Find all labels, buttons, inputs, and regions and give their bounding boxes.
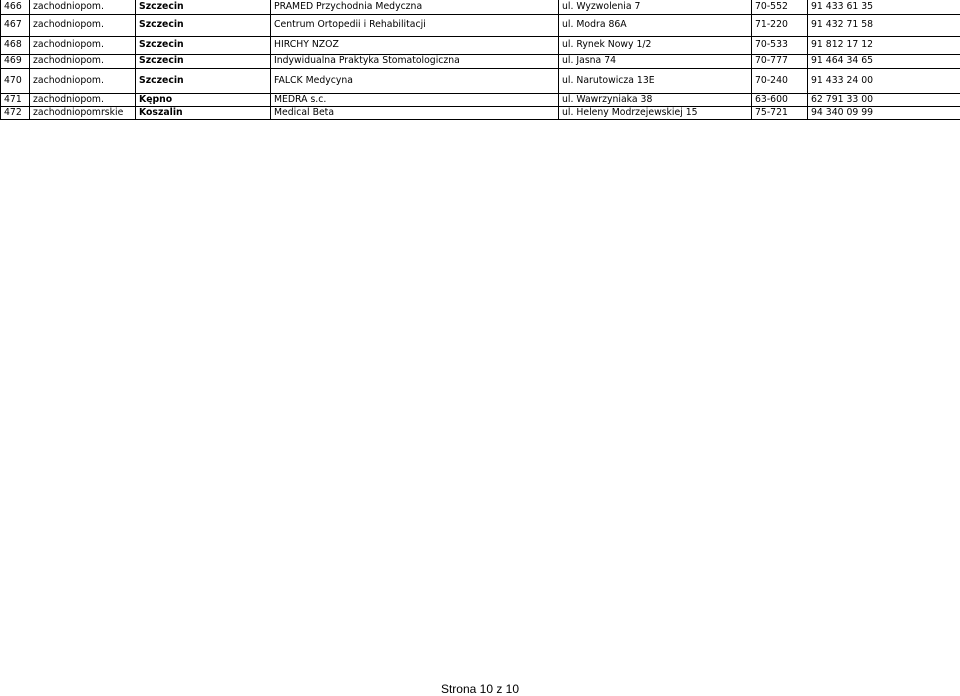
voivodeship-cell: zachodniopom. (30, 93, 136, 106)
phone-cell: 62 791 33 00 (808, 93, 960, 106)
row-number: 467 (1, 14, 30, 36)
voivodeship-cell: zachodniopom. (30, 68, 136, 93)
table-row (1, 36, 960, 54)
address-cell: ul. Rynek Nowy 1/2 (559, 36, 752, 54)
postal-code-cell: 71-220 (752, 14, 808, 36)
address-cell: ul. Narutowicza 13E (559, 68, 752, 93)
voivodeship-cell: zachodniopom. (30, 54, 136, 68)
voivodeship-cell: zachodniopomrskie (30, 106, 136, 119)
voivodeship-cell: zachodniopom. (30, 0, 136, 14)
facility-name-cell: HIRCHY NZOZ (271, 36, 559, 54)
table-row (1, 106, 960, 119)
postal-code-cell: 63-600 (752, 93, 808, 106)
address-cell: ul. Modra 86A (559, 14, 752, 36)
facility-name-cell: Centrum Ortopedii i Rehabilitacji (271, 14, 559, 36)
phone-cell: 94 340 09 99 (808, 106, 960, 119)
city-cell: Koszalin (136, 106, 271, 119)
table-row (1, 0, 960, 14)
row-number: 468 (1, 36, 30, 54)
postal-code-cell: 75-721 (752, 106, 808, 119)
city-cell: Szczecin (136, 14, 271, 36)
postal-code-cell: 70-777 (752, 54, 808, 68)
city-cell: Szczecin (136, 54, 271, 68)
city-cell: Kępno (136, 93, 271, 106)
postal-code-cell: 70-240 (752, 68, 808, 93)
city-cell: Szczecin (136, 36, 271, 54)
address-cell: ul. Wawrzyniaka 38 (559, 93, 752, 106)
phone-cell: 91 464 34 65 (808, 54, 960, 68)
row-number: 466 (1, 0, 30, 14)
phone-cell: 91 433 61 35 (808, 0, 960, 14)
phone-cell: 91 432 71 58 (808, 14, 960, 36)
facility-name-cell: FALCK Medycyna (271, 68, 559, 93)
row-number: 471 (1, 93, 30, 106)
table-row (1, 68, 960, 93)
row-number: 469 (1, 54, 30, 68)
page-number: Strona 10 z 10 (440, 682, 520, 696)
table-row (1, 54, 960, 68)
city-cell: Szczecin (136, 68, 271, 93)
row-number: 470 (1, 68, 30, 93)
postal-code-cell: 70-533 (752, 36, 808, 54)
facility-name-cell: PRAMED Przychodnia Medyczna (271, 0, 559, 14)
address-cell: ul. Heleny Modrzejewskiej 15 (559, 106, 752, 119)
address-cell: ul. Wyzwolenia 7 (559, 0, 752, 14)
postal-code-cell: 70-552 (752, 0, 808, 14)
table-row (1, 14, 960, 36)
phone-cell: 91 433 24 00 (808, 68, 960, 93)
table-row (1, 93, 960, 106)
phone-cell: 91 812 17 12 (808, 36, 960, 54)
voivodeship-cell: zachodniopom. (30, 14, 136, 36)
row-number: 472 (1, 106, 30, 119)
voivodeship-cell: zachodniopom. (30, 36, 136, 54)
facility-name-cell: Medical Beta (271, 106, 559, 119)
facility-table (0, 0, 960, 120)
facility-name-cell: MEDRA s.c. (271, 93, 559, 106)
facility-name-cell: Indywidualna Praktyka Stomatologiczna (271, 54, 559, 68)
city-cell: Szczecin (136, 0, 271, 14)
address-cell: ul. Jasna 74 (559, 54, 752, 68)
